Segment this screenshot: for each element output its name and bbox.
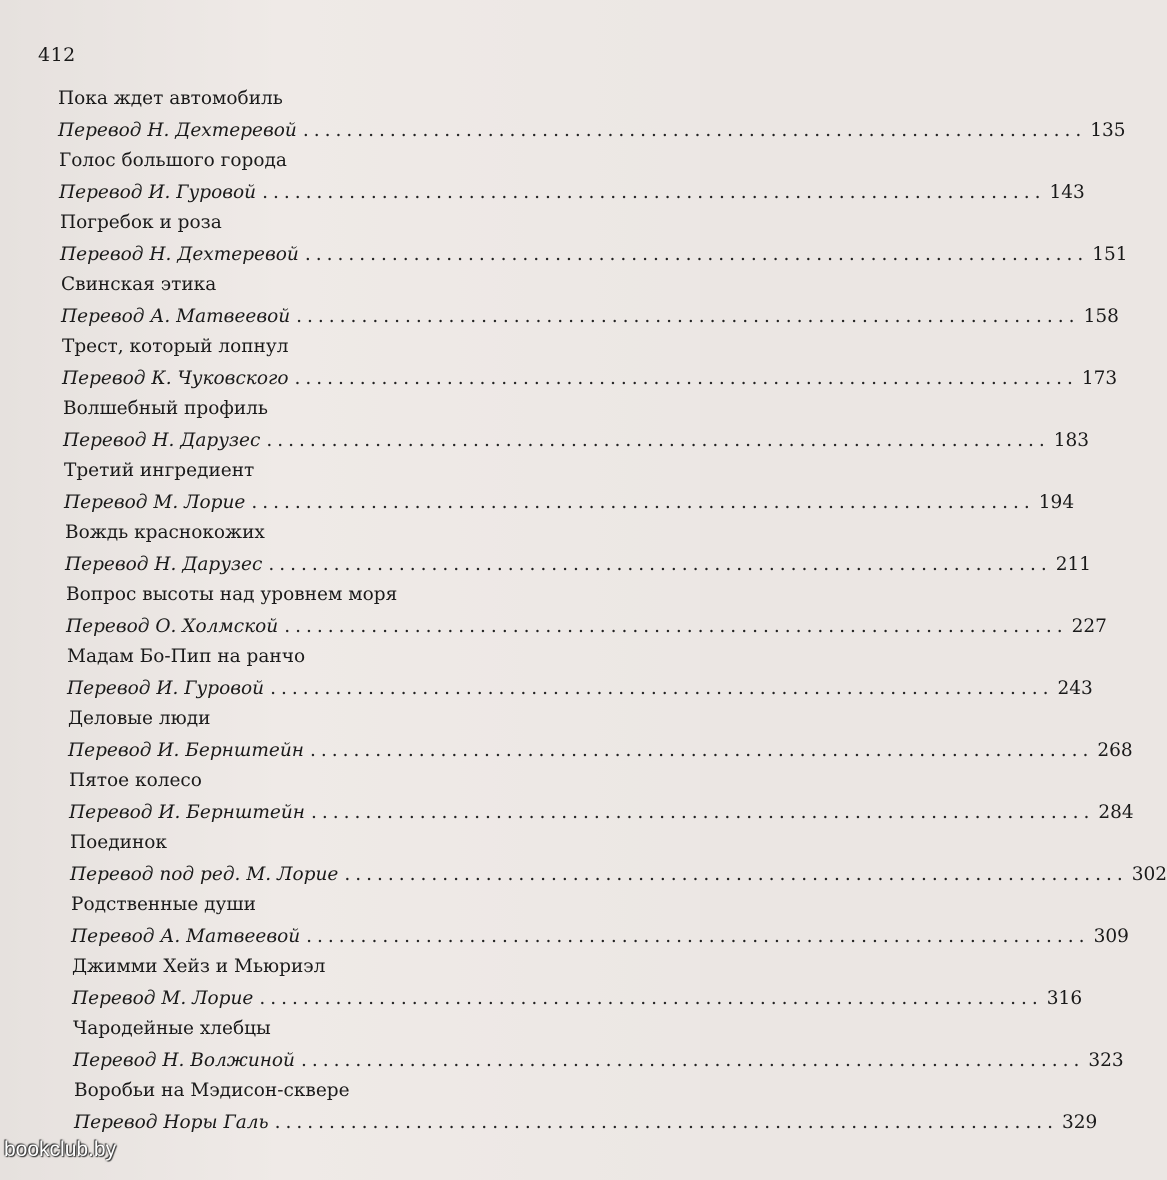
page-reference: 211 <box>1055 554 1092 575</box>
dot-leader: ........................................................................ <box>310 802 1095 823</box>
story-title: Родственные души <box>71 894 256 915</box>
dot-leader: ........................................................................ <box>284 616 1068 637</box>
page-reference: 151 <box>1092 244 1128 265</box>
translator: Перевод Н. Дехтеревой <box>60 244 299 265</box>
dot-leader: ........................................................................ <box>274 1112 1058 1133</box>
translator-line <box>68 740 1133 762</box>
page-reference: 158 <box>1083 306 1119 327</box>
story-title: Мадам Бо-Пип на ранчо <box>67 646 306 667</box>
translator-line <box>60 244 1128 266</box>
page-reference: 183 <box>1053 430 1090 451</box>
translator: Перевод Норы Галь <box>74 1112 269 1133</box>
translator-line <box>71 926 1129 948</box>
page-number: 412 <box>38 44 76 66</box>
translator-line <box>66 616 1107 638</box>
translator-line <box>67 678 1093 700</box>
translator-line <box>63 430 1090 452</box>
story-title: Голос большого города <box>59 150 287 171</box>
translator-line <box>59 182 1085 204</box>
translator-line <box>64 492 1075 514</box>
toc-entry <box>74 1080 1098 1142</box>
translator: Перевод А. Матвеевой <box>71 926 301 947</box>
translator: Перевод Н. Волжиной <box>73 1050 295 1071</box>
page-reference: 135 <box>1090 120 1126 141</box>
toc-entry <box>68 708 1133 770</box>
translator-line <box>65 554 1092 576</box>
story-title: Третий ингредиент <box>64 460 255 481</box>
toc-entry <box>71 894 1129 956</box>
toc-entry <box>58 88 1126 150</box>
story-title: Вождь краснокожих <box>65 522 265 543</box>
dot-leader: ........................................................................ <box>309 740 1094 761</box>
toc-entry <box>60 212 1128 274</box>
story-title: Чародейные хлебцы <box>73 1018 271 1039</box>
dot-leader: ........................................................................ <box>304 244 1089 265</box>
translator: Перевод А. Матвеевой <box>61 306 291 327</box>
story-title: Волшебный профиль <box>63 398 268 419</box>
watermark: bookclub.by <box>4 1138 117 1161</box>
toc-entry <box>69 770 1134 832</box>
page-reference: 194 <box>1038 492 1075 513</box>
toc-entry <box>66 584 1107 646</box>
translator: Перевод М. Лорие <box>64 492 246 513</box>
dot-leader: ........................................................................ <box>294 368 1078 389</box>
page-reference: 227 <box>1071 616 1107 637</box>
translator-line <box>69 802 1134 824</box>
translator-line <box>70 864 1167 886</box>
dot-leader: ........................................................................ <box>268 554 1052 575</box>
toc-entry <box>62 336 1118 398</box>
translator: Перевод И. Гуровой <box>67 678 265 699</box>
translator-line <box>74 1112 1098 1134</box>
translator: Перевод Н. Дарузес <box>65 554 263 575</box>
translator: Перевод И. Бернштейн <box>68 740 304 761</box>
page-reference: 329 <box>1061 1112 1098 1133</box>
toc-entry <box>65 522 1092 584</box>
story-title: Деловые люди <box>68 708 211 729</box>
dot-leader: ........................................................................ <box>344 864 1128 885</box>
dot-leader: ........................................................................ <box>270 678 1054 699</box>
story-title: Погребок и роза <box>60 212 222 233</box>
page-reference: 268 <box>1097 740 1133 761</box>
toc-entry <box>73 1018 1124 1080</box>
translator-line <box>62 368 1118 390</box>
toc-entry <box>64 460 1075 522</box>
toc-entry <box>59 150 1085 212</box>
dot-leader: ........................................................................ <box>306 926 1090 947</box>
dot-leader: ........................................................................ <box>259 988 1043 1009</box>
translator: Перевод К. Чуковского <box>62 368 289 389</box>
page-reference: 323 <box>1088 1050 1124 1071</box>
page-reference: 143 <box>1049 182 1085 203</box>
story-title: Вопрос высоты над уровнем моря <box>66 584 398 605</box>
toc-entry <box>72 956 1083 1018</box>
page-reference: 316 <box>1046 988 1083 1009</box>
story-title: Пока ждет автомобиль <box>58 88 283 109</box>
translator-line <box>73 1050 1124 1072</box>
story-title: Воробьи на Мэдисон-сквере <box>74 1080 350 1101</box>
translator: Перевод под ред. М. Лорие <box>70 864 339 885</box>
toc-entry <box>67 646 1093 708</box>
story-title: Джимми Хейз и Мьюриэл <box>72 956 326 977</box>
dot-leader: ........................................................................ <box>296 306 1080 327</box>
translator-line <box>61 306 1119 328</box>
page-reference: 284 <box>1098 802 1134 823</box>
toc-entry <box>70 832 1167 894</box>
translator: Перевод Н. Дарузес <box>63 430 261 451</box>
story-title: Пятое колесо <box>69 770 202 791</box>
page-reference: 302 <box>1131 864 1167 885</box>
page-reference: 173 <box>1081 368 1118 389</box>
dot-leader: ........................................................................ <box>266 430 1050 451</box>
page-reference: 309 <box>1093 926 1129 947</box>
translator: Перевод И. Бернштейн <box>69 802 305 823</box>
story-title: Трест, который лопнул <box>62 336 289 357</box>
dot-leader: ........................................................................ <box>300 1050 1085 1071</box>
story-title: Поединок <box>70 832 167 853</box>
translator: Перевод Н. Дехтеревой <box>58 120 297 141</box>
translator-line <box>72 988 1083 1010</box>
toc-entry <box>61 274 1119 336</box>
story-title: Свинская этика <box>61 274 217 295</box>
dot-leader: ........................................................................ <box>302 120 1087 141</box>
page-reference: 243 <box>1057 678 1093 699</box>
translator-line <box>58 120 1126 142</box>
dot-leader: ........................................................................ <box>262 182 1046 203</box>
dot-leader: ........................................................................ <box>251 492 1035 513</box>
toc-entry <box>63 398 1090 460</box>
translator: Перевод М. Лорие <box>72 988 254 1009</box>
translator: Перевод И. Гуровой <box>59 182 257 203</box>
translator: Перевод О. Холмской <box>66 616 279 637</box>
